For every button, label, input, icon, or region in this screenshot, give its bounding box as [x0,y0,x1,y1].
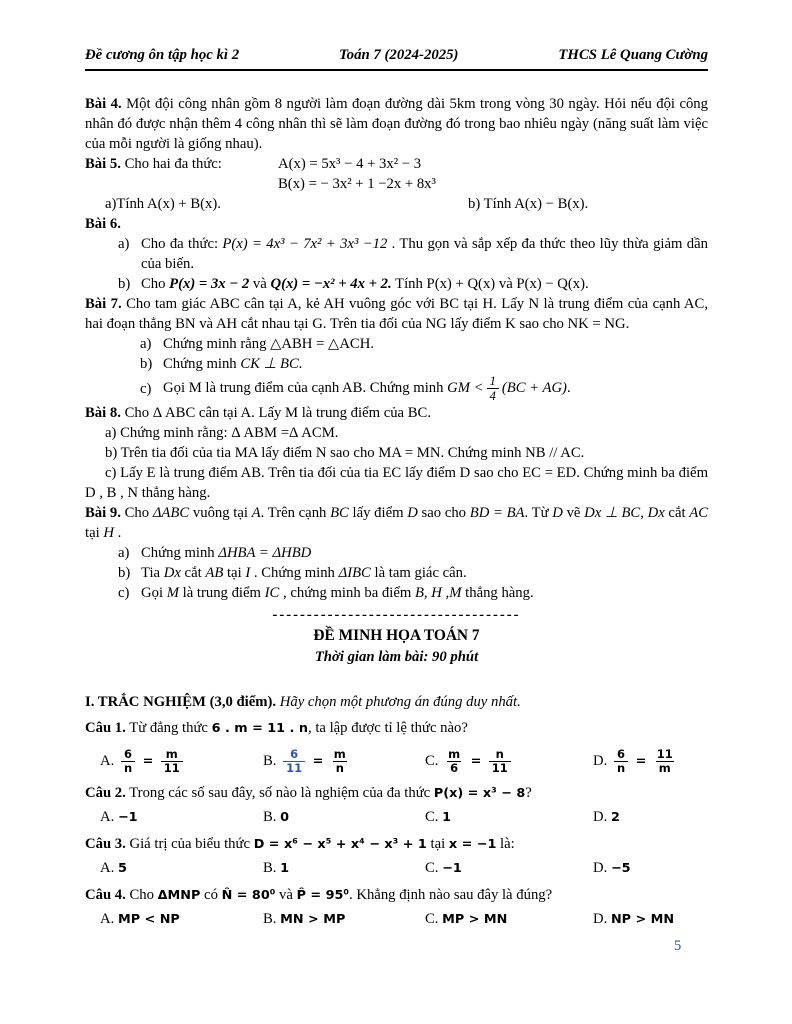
question-1-option-d [593,748,679,775]
text-run: Giá trị của biểu thức [125,836,254,852]
text-run: Câu 4. [85,887,126,903]
text-run: AC [689,505,709,521]
text-run: và [275,887,297,903]
question-4 [85,885,708,906]
text-run: N̂ = 80⁰ [221,888,276,903]
text-run: Cho hai đa thức: [120,156,222,172]
text-run: , chứng minh ba điểm [279,585,415,601]
text-run: x = −1 [448,837,497,852]
fraction: $\frac{n}{11}$ [489,748,511,775]
bai9-item-c-text [141,583,534,603]
fraction: $\frac{m}{n}$ [333,746,346,775]
text-run: Bài 7. [85,296,122,312]
text-run: Cho Δ ABC cân tại A. Lấy M là trung điểm của BC. [120,405,432,421]
problem-bai7 [85,294,708,334]
page-number: 5 [674,938,682,954]
text-run: cắt [180,565,206,581]
text-run: . Khẳng định nào sau đây là đúng? [349,887,553,903]
problem-bai9 [85,503,708,543]
problem-bai6-item-b [118,274,708,294]
fraction: $\frac{6}{11}$ [283,748,305,775]
bai6-item-a-text [141,234,708,274]
text-run: I. TRẮC NGHIỆM (3,0 điểm). [85,694,277,710]
header-course-title: Đề cương ôn tập học kì 2 [85,47,240,63]
document-header [85,45,708,71]
question-3-option-a [100,858,263,879]
question-1-option-c [425,748,593,775]
text-run: = [308,753,328,769]
text-run: Dx ⊥ BC [584,505,641,521]
text-run: −5 [610,861,631,876]
text-run: Dx [163,565,181,581]
text-run: . [113,525,122,541]
text-run: BD = BA [469,505,525,521]
text-run: Cho tam giác ABC cân tại A, kẻ AH vuông góc với BC tại H. Lấy N là trung điểm của cạnh AC, hai đoạn thẳng BN và AH cắt nhau tại G. Trên tia đối của NG lấy điểm K sao cho NK = NG. [85,296,708,332]
bai8-item-a [85,423,708,443]
text-run: B. [263,911,281,927]
text-run: Câu 2. [85,785,126,801]
text-run: Bài 4. [85,96,122,112]
question-2-option-d [593,807,620,828]
text-run: = [466,753,486,769]
question-4-option-c [425,909,593,930]
bai6-item-b-text [141,274,708,294]
bai7-item-a-text [163,334,374,354]
bai5-equation-a [278,154,421,174]
text-run: tại [223,565,246,581]
text-run: P(x) = 3x − 2 [169,276,250,292]
text-run: C. [425,809,443,825]
text-run: A(x) = 5x³ − 4 + 3x² − 3 [278,156,422,172]
text-run: có [200,887,222,903]
text-run: P̂ = 95⁰ [296,888,350,903]
question-3-option-c [425,858,593,879]
item-marker: b) [140,356,153,372]
question-3-option-d [593,858,631,879]
text-run: Cho [120,505,153,521]
text-run: AB [205,565,224,581]
item-marker: b) [118,276,131,292]
text-run: Tính P(x) + Q(x) và P(x) − Q(x). [391,276,589,292]
text-run: IC [264,585,280,601]
problem-bai5-line1 [85,154,708,174]
text-run: D. [593,809,611,825]
question-4-option-b [263,909,425,930]
text-run: A. [100,809,118,825]
bai5-part-b [468,194,588,214]
text-run: ΔIBC [338,565,371,581]
text-run: ? [525,785,532,801]
text-run: lấy điểm [348,505,408,521]
text-run: = [631,753,651,769]
question-2-options [85,807,708,828]
question-2-option-b [263,807,425,828]
text-run: thẳng hàng. [461,585,534,601]
question-3-options [85,858,708,879]
problem-bai9-item-b [118,563,708,583]
text-run: , [640,505,648,521]
text-run: A. [100,752,118,769]
text-run: a)Tính A(x) + B(x). [105,196,221,212]
fraction: $\frac{1}{4}$ [487,374,499,403]
text-run: . Từ [524,505,553,521]
text-run: Bài 8. [85,405,121,421]
text-run: D. [593,752,611,769]
bai5-intro [85,154,278,174]
text-run: a) Chứng minh rằng: Δ ABM =Δ ACM. [105,425,339,441]
item-marker: c) [140,380,152,397]
fraction: $\frac{m}{6}$ [448,746,461,775]
fraction: $\frac{6}{n}$ [121,748,135,775]
text-run: . Thu gọn và sắp xếp đa thức theo lũy thừa giảm dần của biến. [141,236,708,272]
text-run: A [251,505,261,521]
bai5-part-a [105,194,468,214]
text-run: Trong các số sau đây, số nào là nghiệm của đa thức [125,785,434,801]
bai7-item-b-text [163,354,303,374]
item-marker: c) [118,585,130,601]
question-1 [85,718,708,739]
text-run: Câu 3. [85,836,126,852]
exam-subtitle: Thời gian làm bài: 90 phút [314,649,479,665]
text-run: −1 [117,810,138,825]
text-run: C. [425,911,443,927]
text-run: ΔMNP [157,888,201,903]
text-run: 6 . m = 11 . n [211,721,308,736]
text-run: vẽ [562,505,585,521]
text-run: là trung điểm [178,585,265,601]
bai7-item-c-text [163,374,571,403]
question-3 [85,834,708,855]
text-run: Gọi M là trung điểm của cạnh AB. Chứng minh [163,379,448,396]
text-run: Bài 5. [85,156,121,172]
text-run: D = x⁶ − x⁵ + x⁴ − x³ + 1 [253,837,427,852]
problem-bai9-item-c [118,583,708,603]
text-run: . Chứng minh [250,565,339,581]
text-run: D. [593,911,611,927]
text-run: C. [425,752,443,769]
text-run: và [249,276,271,292]
text-run: A. [100,911,118,927]
text-run: −1 [442,861,462,876]
text-run: B, H ,M [414,585,462,601]
section-multiple-choice-heading [85,692,708,712]
text-run: Tia [141,565,164,581]
text-run: B. [263,752,281,769]
fraction: $\frac{11}{m}$ [656,746,673,775]
text-run: BC [330,505,349,521]
question-1-option-b [263,748,425,775]
fraction: $\frac{6}{n}$ [614,748,628,775]
text-run: P(x) = x³ − 8 [433,786,526,801]
text-run: c) Lấy E là trung điểm AB. Trên tia đối của tia EC lấy điểm D sao cho EC = ED. Chứng minh ba điểm D , B , N thẳng hàng. [85,465,708,501]
text-run: Cho [141,276,170,292]
question-1-option-a [100,748,263,775]
header-school: THCS Lê Quang Cường [558,47,708,63]
text-run: ΔHBA = ΔHBD [218,545,312,561]
text-run: Hãy chọn một phương án đúng duy nhất. [276,694,521,710]
text-run: I [245,565,251,581]
text-run: tại [85,525,104,541]
text-run: Chứng minh [163,356,241,372]
text-run: D. [593,860,611,876]
question-4-option-a [100,909,263,930]
text-run: tại [426,836,449,852]
text-run: sao cho [417,505,470,521]
problem-bai6-label [85,214,708,234]
exam-title: ĐỀ MINH HỌA TOÁN 7 [313,627,480,644]
text-run: Gọi [141,585,167,601]
text-run: b) Tính A(x) − B(x). [468,196,589,212]
question-2-option-a [100,807,263,828]
text-run: (BC + AG) [501,379,567,396]
text-run: Câu 1. [85,720,126,736]
text-run: là: [496,836,515,852]
text-run: Chứng minh rằng △ABH = △ACH. [163,336,375,352]
header-subject: Toán 7 (2024-2025) [339,47,459,63]
text-run: A. [100,860,118,876]
problem-bai5-parts [85,194,708,214]
text-run: là tam giác cân. [370,565,467,581]
bai9-item-a-text [141,543,311,563]
question-4-options [85,909,708,930]
item-marker: a) [140,336,152,352]
question-1-options [85,745,708,777]
question-3-option-b [263,858,425,879]
text-run: H [103,525,114,541]
text-run: Một đội công nhân gồm 8 người làm đoạn đường dài 5km trong vòng 30 ngày. Hỏi nếu đội công nhân đó được nhận thêm 4 công nhân thì sẽ làm đoạn đường đó trong bao nhiêu ngày (năng suất làm việc của mỗi người là giống nhau). [85,96,708,152]
text-run: D [407,505,418,521]
text-run: CK ⊥ BC. [240,356,303,372]
text-run: Dx [647,505,665,521]
problem-bai6-item-a [118,234,708,274]
text-run: B. [263,860,281,876]
text-run: cắt [664,505,690,521]
bai5-equation-b [278,174,436,194]
text-run: GM < [447,379,484,396]
text-run: . Trên cạnh [260,505,331,521]
text-run: B(x) = − 3x² + 1 −2x + 8x³ [278,176,436,192]
text-run: Cho [125,887,158,903]
item-marker: a) [118,545,130,561]
text-run: MN > MP [280,912,346,927]
item-marker: b) [118,565,131,581]
section-divider: ------------------------------------ [272,607,521,623]
text-run: P(x) = 4x³ − 7x² + 3x³ −12 [222,236,388,252]
item-marker: a) [118,236,130,252]
text-run: Bài 6. [85,216,121,232]
text-run: ΔABC [152,505,190,521]
problem-bai5-line2 [85,174,708,194]
text-run: Từ đẳng thức [125,720,212,736]
text-run: 0 [280,810,290,825]
bai9-item-b-text [141,563,467,583]
problem-bai7-item-b [140,354,708,374]
text-run: C. [425,860,443,876]
text-run: 2 [610,810,620,825]
text-run: Chứng minh [141,545,219,561]
bai8-item-b [85,443,708,463]
text-run: vuông tại [189,505,252,521]
text-run: Q(x) = −x² + 4x + 2. [270,276,392,292]
text-run: B. [263,809,281,825]
fraction: $\frac{m}{11}$ [161,748,183,775]
problem-bai9-item-a [118,543,708,563]
text-run: = [138,753,158,769]
problem-bai7-item-c [140,374,708,403]
bai5-spacer [85,174,278,194]
text-run: MP > MN [442,912,508,927]
question-2 [85,783,708,804]
problem-bai8 [85,403,708,423]
text-run: Cho đa thức: [141,236,223,252]
text-run: D [552,505,563,521]
text-run: M [166,585,179,601]
text-run: 5 [117,861,127,876]
question-4-option-d [593,909,674,930]
text-run: Bài 9. [85,505,121,521]
text-run: 1 [280,861,290,876]
text-run: MP < NP [117,912,180,927]
text-run: 1 [442,810,452,825]
text-run: NP > MN [610,912,675,927]
text-run: , ta lập được tỉ lệ thức nào? [307,720,468,736]
problem-bai7-item-a [140,334,708,354]
text-run: b) Trên tia đối của tia MA lấy điểm N sao cho MA = MN. Chứng minh NB // AC. [105,445,585,461]
question-2-option-c [425,807,593,828]
bai8-item-c [85,463,708,503]
text-run: . [566,379,571,396]
problem-bai4 [85,94,708,154]
